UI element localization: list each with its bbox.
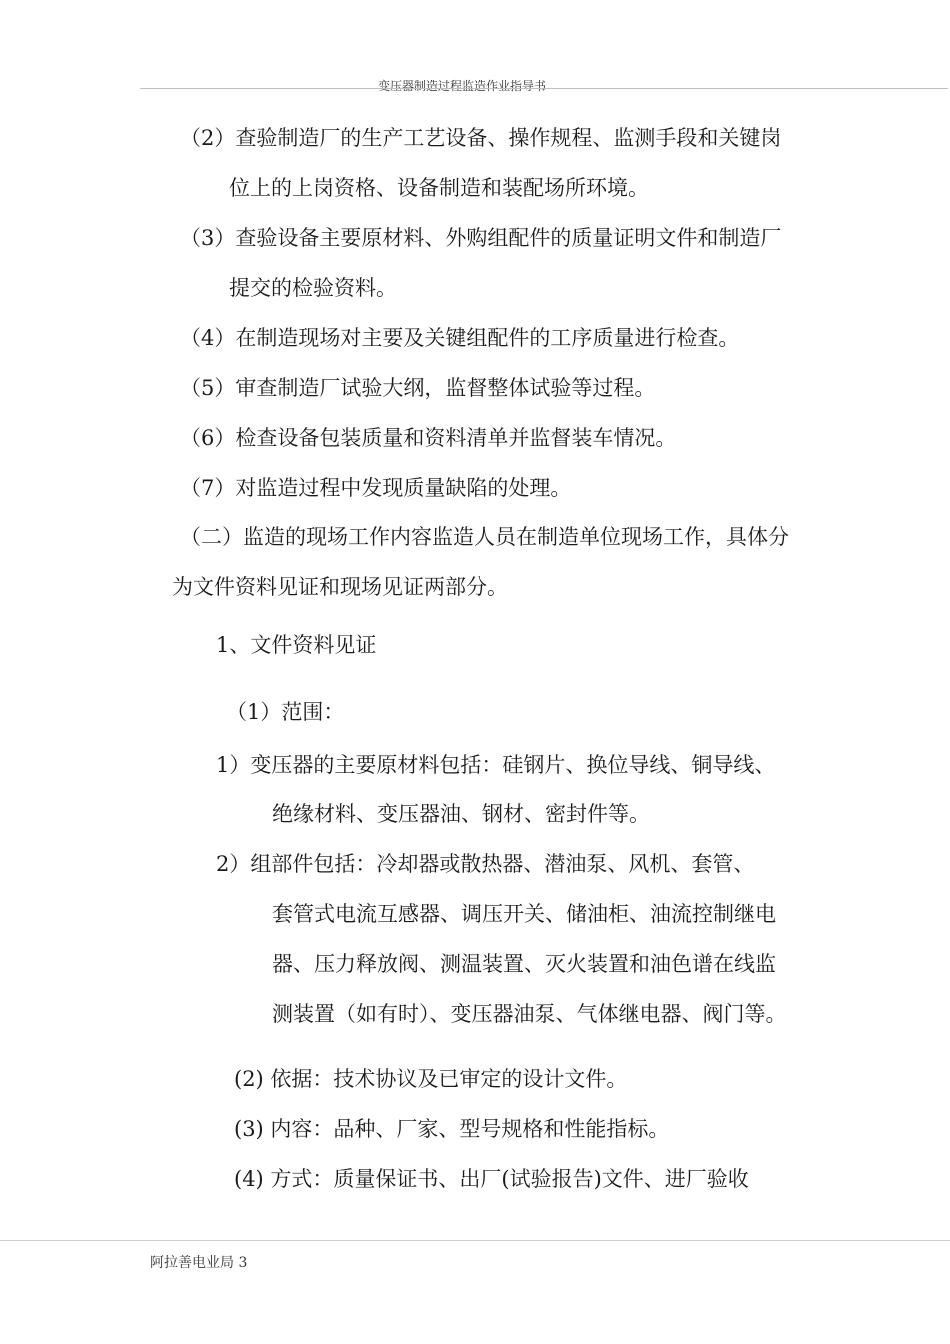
body-line: (4) 方式：质量保证书、出厂(试验报告)文件、进厂验收 [234, 1167, 749, 1191]
body-line: （5）审查制造厂试验大纲，监督整体试验等过程。 [180, 376, 656, 400]
page-footer: 阿拉善电业局 3 [150, 1255, 248, 1271]
body-line: （2）查验制造厂的生产工艺设备、操作规程、监测手段和关键岗 [180, 126, 782, 150]
body-line: 1）变压器的主要原材料包括：硅钢片、换位导线、铜导线、 [216, 753, 776, 777]
section-heading: 1、文件资料见证 [216, 633, 377, 657]
body-line: 2）组部件包括：冷却器或散热器、潜油泵、风机、套管、 [216, 852, 755, 876]
footer-divider [0, 1240, 950, 1241]
body-line: 为文件资料见证和现场见证两部分。 [172, 575, 508, 599]
body-line: （6）检查设备包装质量和资料清单并监督装车情况。 [180, 426, 677, 450]
header-divider [140, 88, 948, 89]
body-line: 测装置（如有时）、变压器油泵、气体继电器、阀门等。 [272, 1002, 787, 1026]
running-header-title: 变压器制造过程监造作业指导书 [378, 79, 547, 93]
body-line: （4）在制造现场对主要及关键组配件的工序质量进行检查。 [180, 326, 740, 350]
body-line: （3）查验设备主要原材料、外购组配件的质量证明文件和制造厂 [180, 226, 782, 250]
body-line: 提交的检验资料。 [229, 276, 397, 300]
body-line: 套管式电流互感器、调压开关、储油柜、油流控制继电 [272, 902, 776, 926]
body-line: 绝缘材料、变压器油、钢材、密封件等。 [272, 802, 650, 826]
body-line: (3) 内容：品种、厂家、型号规格和性能指标。 [234, 1117, 670, 1141]
subsection-heading: （1）范围： [226, 700, 345, 724]
body-line: （7）对监造过程中发现质量缺陷的处理。 [180, 476, 572, 500]
body-line: （二）监造的现场工作内容监造人员在制造单位现场工作，具体分 [180, 525, 789, 549]
body-line: (2) 依据：技术协议及已审定的设计文件。 [234, 1067, 628, 1091]
body-line: 位上的上岗资格、设备制造和装配场所环境。 [229, 176, 649, 200]
body-line: 器、压力释放阀、测温装置、灭火装置和油色谱在线监 [272, 952, 776, 976]
